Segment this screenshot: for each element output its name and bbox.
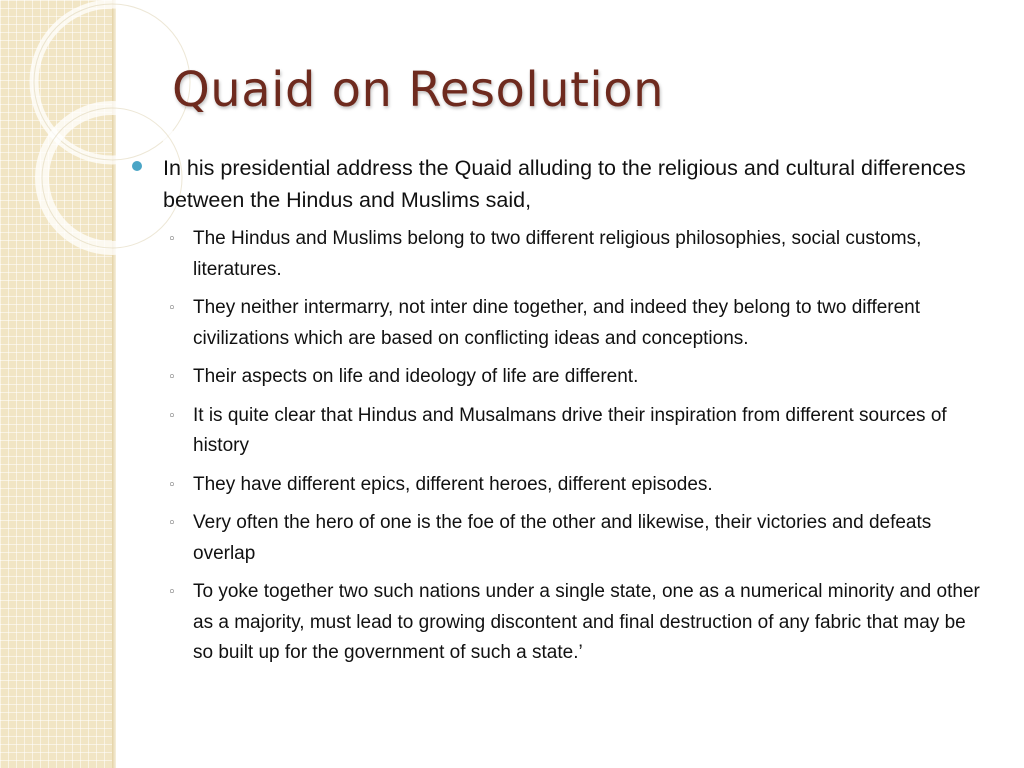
sub-bullet-text: To yoke together two such nations under a single state, one as a numerical minority and other as a majority, must lead to growing discontent and final destruction of any fabric that may be so built up for the government of such a state.’ xyxy=(193,581,980,663)
sub-bullet-item xyxy=(130,401,990,462)
sub-bullet-item xyxy=(130,293,990,354)
hollow-bullet-icon: ◦ xyxy=(168,516,176,531)
sub-bullet-text: The Hindus and Muslims belong to two different religious philosophies, social customs, literatures. xyxy=(193,228,922,280)
bullet-dot-icon xyxy=(132,161,142,171)
hollow-bullet-icon: ◦ xyxy=(168,408,176,424)
intro-text: In his presidential address the Quaid alluding to the religious and cultural differences between the Hindus and Muslims said, xyxy=(163,156,966,212)
hollow-bullet-icon: ◦ xyxy=(168,232,176,247)
sub-bullet-text: They have different epics, different heroes, different episodes. xyxy=(193,473,713,495)
side-strip-edge xyxy=(112,0,116,768)
hollow-bullet-icon: ◦ xyxy=(168,370,176,385)
sub-bullet-item xyxy=(130,224,990,285)
hollow-bullet-icon: ◦ xyxy=(168,585,176,600)
intro-bullet-item xyxy=(130,152,990,216)
sub-bullet-text: It is quite clear that Hindus and Musalmans drive their inspiration from different sources of history xyxy=(193,404,947,456)
sub-bullet-item xyxy=(130,508,990,569)
hollow-bullet-icon: ◦ xyxy=(168,477,176,493)
sub-bullet-text: Their aspects on life and ideology of life are different. xyxy=(193,366,639,387)
sub-bullet-text: Very often the hero of one is the foe of the other and likewise, their victories and defeats overlap xyxy=(193,512,932,564)
sub-bullet-item xyxy=(130,470,990,501)
hollow-bullet-icon: ◦ xyxy=(168,301,176,316)
sub-bullet-text: They neither intermarry, not inter dine together, and indeed they belong to two different civilizations which are based on conflicting ideas and conceptions. xyxy=(193,297,921,349)
slide-title: Quaid on Resolution xyxy=(172,62,665,118)
sub-bullet-item xyxy=(130,362,990,393)
decorative-side-strip xyxy=(0,0,112,768)
slide-content xyxy=(130,152,990,669)
sub-bullet-item xyxy=(130,577,990,669)
